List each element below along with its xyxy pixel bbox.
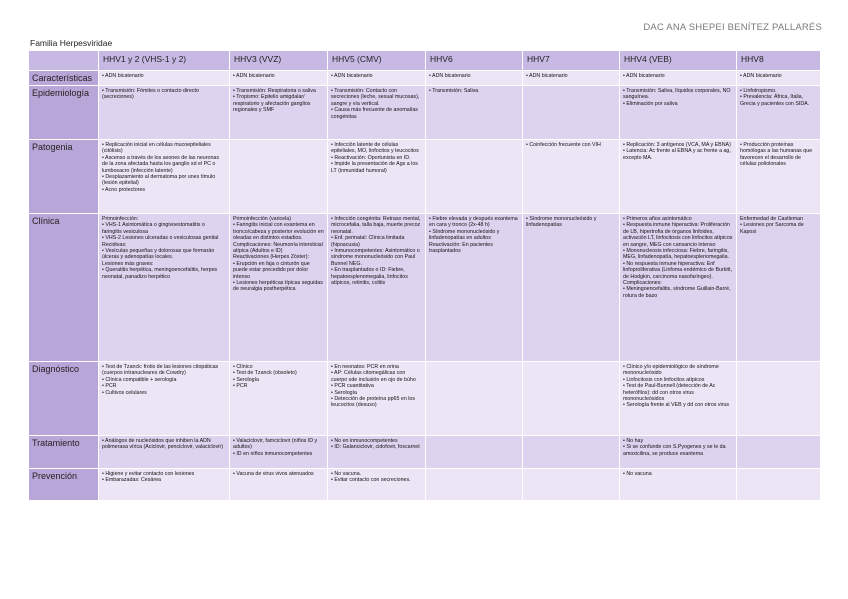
table-cell [426, 436, 523, 469]
cell-line: • ADN bicatenario [740, 73, 782, 79]
table-cell [620, 140, 737, 214]
table-cell [230, 140, 328, 214]
table-cell [328, 71, 426, 86]
cell-line: • Clínico [233, 364, 253, 370]
table-cell [328, 140, 426, 214]
cell-line: • Test de Tzanck (obsoleto) [233, 370, 297, 377]
cell-line: • Tropismo: Epitelio amigdalar/ respiratorio y afectación ganglios regionales y SMF [233, 94, 311, 114]
cell-line: • Síndrome mononucleósido y linfadenopatías [526, 216, 597, 229]
cell-line: • Faringitis inicial con exantema en tronco/cabeza y posterior evolución en oleadas en distintos estadios. [233, 222, 324, 242]
table-cell [620, 71, 737, 86]
cell-line: • Test de Tzanck: frotis de las lesiones citopáticas (cuerpos intranucleares de Cowdry) [102, 364, 219, 377]
table-cell [737, 436, 821, 469]
table-cell [523, 71, 620, 86]
table-cell [99, 469, 230, 501]
cell-line: • En trasplantados o ID: Fiebre, hepatoesplenomegalia, linfocitos atípicos, retinitis, colitis [331, 267, 408, 287]
cell-line: • Infección congénita: Retraso mental, microcefalia, talla baja, muerte precoz neonatal. [331, 216, 421, 235]
column-header: HHV5 (CMV) [328, 51, 426, 71]
table-cell [737, 71, 821, 86]
cell-line: • Evitar contacto con secreciones. [331, 477, 411, 484]
table-cell [620, 436, 737, 469]
cell-line: • No respuesta inmune hiperactiva: Enf linfoproliferativa (Linfoma endémico de Burkitt, de Hodgkin, carcinoma nasofaríngeo). [623, 260, 732, 280]
header-row [29, 51, 821, 71]
cell-line: • PCR cuantitativa [331, 383, 374, 390]
cell-line: Complicaciones: Neumonía intersticial atípica (Adultos e ID) [233, 241, 323, 255]
cell-line: • ADN bicatenario [526, 73, 568, 79]
cell-line: • Higiene y evitar contacto con lesiones [102, 471, 195, 477]
cell-line: • ADN bicatenario [429, 73, 471, 79]
cell-line: • Detección de proteína pp65 en los leucocitos (desuso) [331, 396, 416, 409]
cell-line: Enfermedad de Castleman [740, 216, 804, 222]
table-row [29, 214, 821, 362]
cell-line: • Meningoencefalitis, síndrome Guillain-Barré, rotura de bazo [623, 286, 731, 299]
herpesviridae-table [28, 50, 821, 501]
cell-line: • Replicación: 3 antígenos (VCA, MA y EBNA) [623, 142, 731, 148]
column-header: HHV3 (VVZ) [230, 51, 328, 71]
table-cell [328, 362, 426, 436]
author-name: DAC ANA SHEPEI BENÍTEZ PALLARÉS [643, 22, 822, 33]
table-cell [620, 362, 737, 436]
cell-line: • Enf. perinatal: Clínica limitada (hipoacusia) [331, 235, 405, 248]
cell-line: • Serología [233, 376, 260, 383]
cell-line: • Clínica compatible + serología [102, 376, 177, 383]
table-cell [737, 86, 821, 140]
table-cell [99, 71, 230, 86]
table-cell [230, 86, 328, 140]
cell-line: • Primeros años asintomático [623, 216, 692, 222]
table-cell [230, 71, 328, 86]
column-header: HHV6 [426, 51, 523, 71]
table-cell [737, 140, 821, 214]
table-cell [99, 86, 230, 140]
cell-line: • Mononucleosis infecciosa: Fiebre, faringitis, MEG, linfadenopatía, hepatoesplenomegalia. [623, 248, 730, 261]
table-cell [426, 71, 523, 86]
cell-line: • PCR [233, 383, 248, 390]
cell-line: • No en inmunocompetentes [331, 438, 398, 444]
cell-line: • Si se confunde con S.Pyogenes y se le da amoxicilina, se produce exantema [623, 444, 726, 457]
cell-line: • Transmisión: Saliva, líquidos corporales, NO sanguínea. [623, 88, 731, 101]
cell-line: • Infección latente de células epiteliales, MO, linfocitos y leucocitos [331, 142, 419, 155]
table-row [29, 469, 821, 501]
cell-line: • AP: Células citomegálicas con cuerpo sde inclusión en ojo de búho [331, 370, 416, 383]
row-header: Epidemiología [29, 86, 99, 140]
table-cell [99, 140, 230, 214]
cell-line: • Vesículas pequeñas y dolorosas que formarán úlceras y adenopatías locales. [102, 248, 215, 261]
table-body [29, 71, 821, 501]
cell-line: • Clínico y/o epidemiológico de síndrome mononucleósido [623, 364, 719, 377]
table-cell [230, 436, 328, 469]
document-title: Familia Herpesviridae [30, 38, 113, 48]
table-cell [523, 469, 620, 501]
table-cell [328, 86, 426, 140]
table-cell [99, 436, 230, 469]
cell-line: • Queratitis herpética, meningoencefalitis, herpes neonatal, panadizo herpético [102, 267, 218, 280]
cell-line: • Vacuna de virus vivos atenuados [233, 471, 314, 477]
cell-line: • ADN bicatenario [233, 73, 275, 79]
cell-line: • VHS-1 Asintomática o gingivoestomatitis o faringitis vesiculosa [102, 222, 205, 235]
cell-line: • Coinfección frecuente con VIH [526, 142, 601, 148]
cell-line: • Causa más frecuente de anomalías congénitas [331, 107, 418, 120]
cell-line: • Reactivación: Oportunista en ID. [331, 154, 411, 161]
table-cell [620, 469, 737, 501]
table-cell [523, 362, 620, 436]
table-cell [328, 469, 426, 501]
cell-line: Complicaciones: [623, 280, 662, 287]
cell-line: • ID en niños inmunocompetentes [233, 450, 313, 457]
column-header: HHV8 [737, 51, 821, 71]
table-row [29, 71, 821, 86]
cell-line: • Linfocitosis con linfocitos atípicos [623, 376, 705, 383]
table-row [29, 362, 821, 436]
cell-line: • VHS-2 Lesiones ulceradas o vesiculosas genital [102, 235, 219, 242]
header-corner [29, 51, 99, 71]
row-header: Características [29, 71, 99, 86]
cell-line: • Test de Paul-Bunnell (detección de Ac heterófilos): dd con otros virus mononucleósidos [623, 383, 716, 403]
table-cell [230, 469, 328, 501]
table-cell [426, 362, 523, 436]
cell-line: • Latencia: Ac frente al EBNA y ac frente a ag, excepto MA. [623, 148, 731, 161]
column-header: HHV4 (VEB) [620, 51, 737, 71]
cell-line: • Impide la presentación de Ags a los LT (inmunidad humoral) [331, 161, 418, 174]
table-cell [230, 214, 328, 362]
cell-line: • ADN bicatenario [331, 73, 373, 79]
cell-line: • Valaciclovir, famciclovir (niños ID y adultos) [233, 438, 318, 451]
cell-line: • Prevalencia: África, Italia, Grecia y pacientes con SIDA. [740, 94, 810, 107]
table-cell [523, 140, 620, 214]
row-header: Patogenia [29, 140, 99, 214]
table-row [29, 140, 821, 214]
table-cell [230, 362, 328, 436]
table-cell [328, 436, 426, 469]
table-cell [523, 436, 620, 469]
cell-line: • Transmisión: Contacto con secreciones (leche, sexual mucosas), sangre y vía vertical. [331, 88, 420, 107]
cell-line: • Transmisión: Saliva [429, 88, 479, 94]
table-cell [426, 469, 523, 501]
table-row [29, 436, 821, 469]
cell-line: Reactivaciones (Herpes Zóster): [233, 254, 309, 261]
row-header: Diagnóstico [29, 362, 99, 436]
table-cell [620, 86, 737, 140]
cell-line: • ADN bicatenario [102, 73, 144, 79]
cell-line: • Lesiones herpéticas típicas seguidas de neuralgia postherpética [233, 280, 323, 293]
cell-line: Primoinfección (varicela) [233, 216, 291, 222]
table-cell [426, 140, 523, 214]
cell-line: • Inmunocompetentes: Asintomático o síndrome mononucleósido con Paul Bunnel NEG. [331, 248, 420, 267]
table-cell [737, 469, 821, 501]
table-cell [523, 86, 620, 140]
cell-line: • Respuesta inmune hiperactiva: Proliferación de LB, hipertrofia de órganos linfoides, activación LT, linfocitosis con linfocitos atípicos en sangre, MEG con cansancio intenso [623, 222, 733, 248]
cell-line: • Cultivos celulares [102, 389, 147, 396]
column-header: HHV1 y 2 (VHS-1 y 2) [99, 51, 230, 71]
column-header: HHV7 [523, 51, 620, 71]
table-cell [99, 214, 230, 362]
cell-line: Primoinfección: [102, 216, 139, 222]
cell-line: • Producción proteínas homólogas a las humanas que favorecen el desarrollo de células poliolonales [740, 142, 813, 168]
cell-line: • Análogos de nucleósidos que inhiben la ADN polimerasa vírica (Aciclovir, penciclovir, valaciclovir) [102, 438, 223, 451]
table-row [29, 86, 821, 140]
cell-line: • Replicación inicial en células mucoepiteliales (citólisis) [102, 142, 211, 155]
row-header: Prevención [29, 469, 99, 501]
cell-line: • Transmisión: Respiratoria o saliva [233, 88, 316, 94]
cell-line: • Ascenso a través de los axones de las neuronas de la zona afectada hasta los ganglio sd el PC o lumbosacro (infección latente) [102, 154, 219, 174]
cell-line: • Acno protectores [102, 186, 146, 193]
cell-line: • Eliminación por saliva [623, 100, 678, 107]
table-cell [426, 214, 523, 362]
cell-line: • Serología frente al VEB y dd con otros virus [623, 402, 730, 409]
cell-line: • No hay [623, 438, 644, 444]
table-cell [620, 214, 737, 362]
table-cell [737, 214, 821, 362]
table-cell [426, 86, 523, 140]
cell-line: • Desplazamiento al dermatoma por unes tímulo (lesión epitelial) [102, 174, 216, 187]
table-cell [737, 362, 821, 436]
cell-line: • Transmisión: Fómites o contacto directo (secreciones) [102, 88, 199, 101]
cell-line: Reactivación: En pacientes trasplantados [429, 241, 493, 255]
cell-line: • ID: Galanciclovir, cidofovir, foscarnet [331, 444, 420, 451]
cell-line: • Fiebre elevada y después exantema en cara y tronco (2x-48 h) [429, 216, 518, 229]
cell-line: • Serología [331, 389, 358, 396]
cell-line: Lesiones más graves: [102, 260, 154, 267]
table-cell [328, 214, 426, 362]
cell-line: Recidivas: [102, 241, 127, 248]
cell-line: • No vacuna. [331, 471, 362, 477]
table-cell [523, 214, 620, 362]
cell-line: • ADN bicatenario [623, 73, 665, 79]
cell-line: • Linfotropismo. [740, 88, 777, 94]
row-header: Clínica [29, 214, 99, 362]
cell-line: • Lesiones por Sarcoma de Kaposi [740, 222, 804, 235]
cell-line: • No vacuna [623, 471, 652, 477]
cell-line: • En neonatos: PCR en orina [331, 364, 399, 370]
cell-line: • PCR [102, 383, 117, 390]
cell-line: • Síndrome mononucleósido y linfadenopatías en adultos [429, 228, 500, 242]
table-cell [99, 362, 230, 436]
row-header: Tratamiento [29, 436, 99, 469]
cell-line: • Embarazadas: Cesárea [102, 477, 161, 484]
cell-line: • Erupción en faja o cinturón que puede estar precedido por dolor intenso [233, 260, 310, 280]
